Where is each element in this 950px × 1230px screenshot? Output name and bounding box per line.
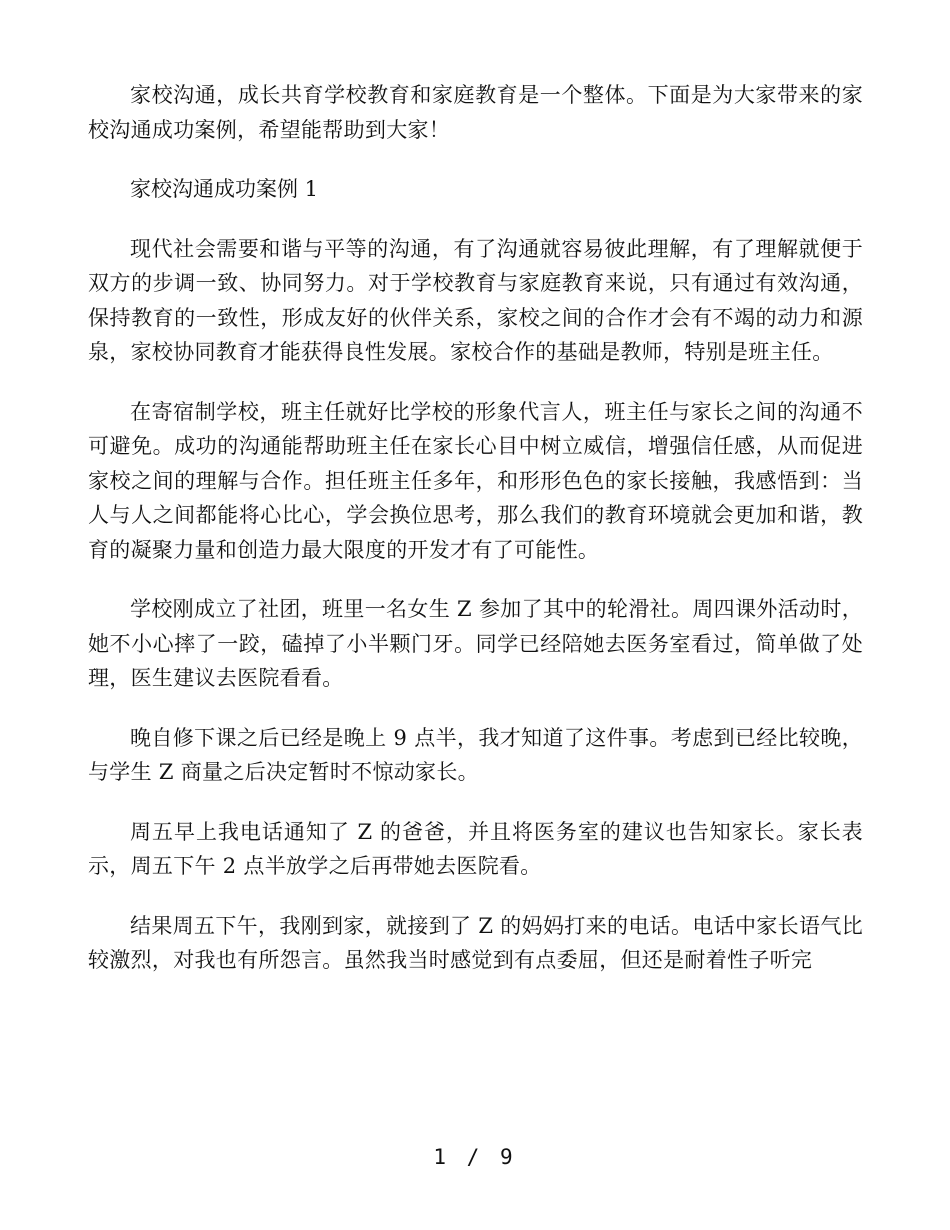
body-paragraph: 结果周五下午，我刚到家，就接到了 Z 的妈妈打来的电话。电话中家长语气比较激烈，对我也有所怨言。虽然我当时感觉到有点委屈，但还是耐着性子听完 [88, 913, 863, 972]
body-paragraph: 在寄宿制学校，班主任就好比学校的形象代言人，班主任与家长之间的沟通不可避免。成功的沟通能帮助班主任在家长心目中树立威信，增强信任感，从而促进家校之间的理解与合作。担任班主任多年，和形形色色的家长接触，我感悟到：当人与人之间都能将心比心，学会换位思考，那么我们的教育环境就会更加和谐，教育的凝聚力量和创造力最大限度的开发才有了可能性。 [88, 399, 863, 562]
page-number: 1 / 9 [433, 1145, 517, 1169]
body-paragraph: 晚自修下课之后已经是晚上 9 点半，我才知道了这件事。考虑到已经比较晚，与学生 Z 商量之后决定暂时不惊动家长。 [88, 725, 863, 784]
intro-paragraph: 家校沟通，成长共育学校教育和家庭教育是一个整体。下面是为大家带来的家校沟通成功案例，希望能帮助到大家！ [88, 83, 863, 142]
document-page [88, 78, 863, 1003]
body-paragraph: 学校刚成立了社团，班里一名女生 Z 参加了其中的轮滑社。周四课外活动时，她不小心摔了一跤，磕掉了小半颗门牙。同学已经陪她去医务室看过，简单做了处理，医生建议去医院看看。 [88, 597, 863, 690]
body-paragraph: 现代社会需要和谐与平等的沟通，有了沟通就容易彼此理解，有了理解就便于双方的步调一致、协同努力。对于学校教育与家庭教育来说，只有通过有效沟通，保持教育的一致性，形成友好的伙伴关系，家校之间的合作才会有不竭的动力和源泉，家校协同教育才能获得良性发展。家校合作的基础是教师，特别是班主任。 [88, 236, 863, 364]
section-heading: 家校沟通成功案例 1 [130, 177, 319, 201]
body-paragraph: 周五早上我电话通知了 Z 的爸爸，并且将医务室的建议也告知家长。家长表示，周五下午 2 点半放学之后再带她去医院看。 [88, 819, 863, 878]
